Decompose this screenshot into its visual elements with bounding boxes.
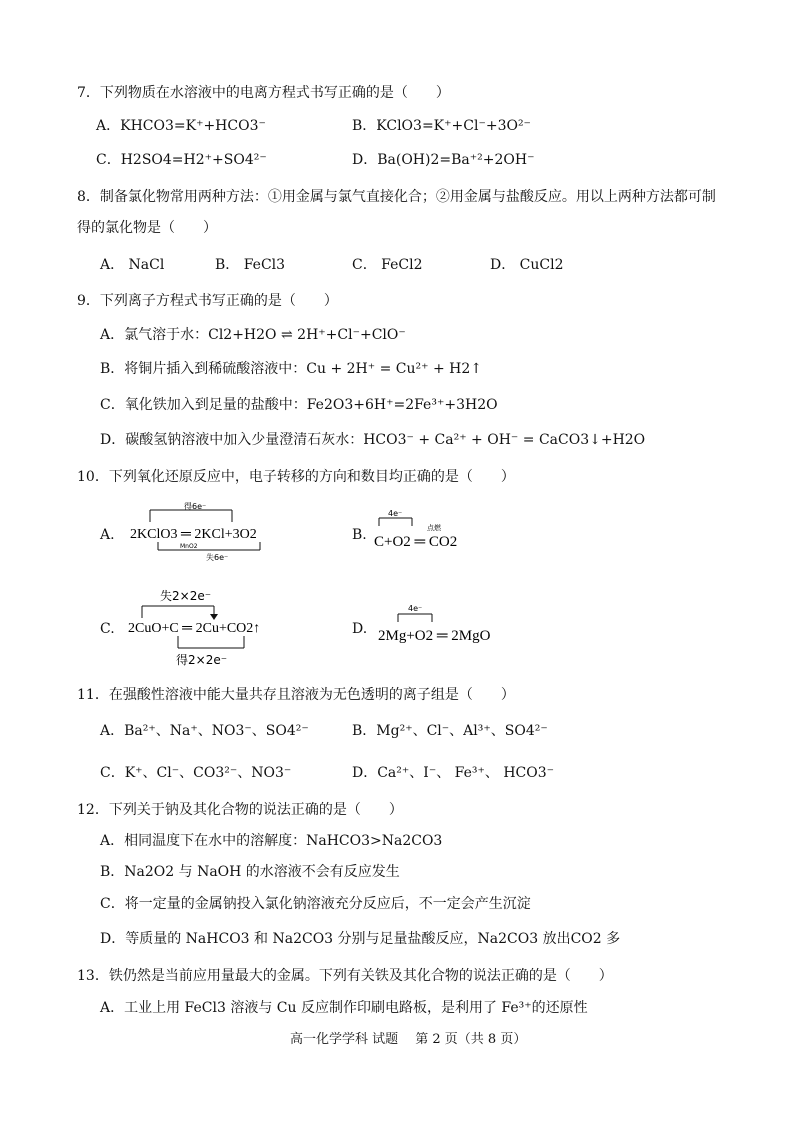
q7-stem: 7．下列物质在水溶液中的电离方程式书写正确的是（ ） (77, 85, 450, 101)
q12-option-c: C．将一定量的金属钠投入氯化钠溶液充分反应后，不一定会产生沉淀 (100, 896, 531, 912)
q11-option-b: B．Mg²⁺、Cl⁻、Al³⁺、SO4²⁻ (352, 723, 548, 739)
q8-option-d: D． CuCl2 (490, 257, 564, 273)
q8-stem-line2: 得的氯化物是（ ） (77, 220, 217, 236)
q10-option-d-label: D. (352, 621, 368, 637)
q8-stem-line1: 8．制备氯化物常用两种方法：①用金属与氯气直接化合；②用金属与盐酸反应。用以上两种方法都可制 (77, 189, 716, 205)
q10-b-condition: 点燃 (427, 524, 441, 532)
q12-option-d: D．等质量的 NaHCO3 和 Na2CO3 分别与足量盐酸反应，Na2CO3 放出CO2 多 (100, 931, 621, 947)
q10-c-gain-label: 得2×2e⁻ (176, 653, 228, 667)
q9-option-a: A．氯气溶于水：Cl2+H2O ⇌ 2H⁺+Cl⁻+ClO⁻ (100, 327, 406, 343)
q7-option-d: D．Ba(OH)2=Ba⁺²+2OH⁻ (352, 152, 535, 168)
q10-option-a-label: A. (100, 527, 115, 543)
q11-option-a: A．Ba²⁺、Na⁺、NO3⁻、SO4²⁻ (100, 723, 309, 739)
q9-option-c: C．氧化铁加入到足量的盐酸中：Fe2O3+6H⁺=2Fe³⁺+3H2O (100, 397, 498, 413)
q13-option-a: A．工业上用 FeCl3 溶液与 Cu 反应制作印刷电路板，是利用了 Fe³⁺的还原性 (100, 1000, 588, 1016)
q10-a-catalyst: MnO2 (180, 543, 198, 550)
q12-option-a: A．相同温度下在水中的溶解度：NaHCO3>Na2CO3 (100, 833, 443, 849)
q8-option-a: A． NaCl (100, 257, 165, 273)
q10-stem: 10．下列氧化还原反应中，电子转移的方向和数目均正确的是（ ） (77, 469, 515, 485)
q11-option-c: C．K⁺、Cl⁻、CO3²⁻、NO3⁻ (100, 765, 292, 781)
q10-d-equation: 2Mg+O2 ═ 2MgO (378, 628, 491, 644)
q10-option-c-diagram (128, 586, 288, 668)
q9-stem: 9．下列离子方程式书写正确的是（ ） (77, 293, 338, 309)
q10-a-equation: 2KClO3 ═ 2KCl+3O2 (130, 527, 257, 542)
q12-stem: 12．下列关于钠及其化合物的说法正确的是（ ） (77, 802, 403, 818)
q10-option-b-diagram (372, 508, 512, 554)
q9-option-b: B．将铜片插入到稀硫酸溶液中：Cu + 2H⁺ = Cu²⁺ + H2↑ (100, 361, 482, 377)
q11-option-d: D．Ca²⁺、I⁻、 Fe³⁺、 HCO3⁻ (352, 765, 555, 781)
q12-option-b: B．Na2O2 与 NaOH 的水溶液不会有反应发生 (100, 864, 400, 880)
q10-a-lose-label: 失6e⁻ (206, 553, 229, 562)
q13-stem: 13．铁仍然是当前应用量最大的金属。下列有关铁及其化合物的说法正确的是（ ） (77, 968, 613, 984)
q11-stem: 11．在强酸性溶液中能大量共存且溶液为无色透明的离子组是（ ） (77, 687, 515, 703)
q10-option-c-label: C. (100, 621, 115, 637)
q7-option-b: B．KClO3=K⁺+Cl⁻+3O²⁻ (352, 118, 531, 134)
q10-a-gain-label: 得6e⁻ (184, 502, 207, 511)
q9-option-d: D．碳酸氢钠溶液中加入少量澄清石灰水：HCO3⁻ + Ca²⁺ + OH⁻ = CaCO3↓+H2O (100, 432, 646, 448)
page-footer: 高一化学学科 试题 第 2 页（共 8 页） (290, 1032, 527, 1047)
q10-option-b-label: B. (352, 527, 367, 543)
q7-option-a: A．KHCO3=K⁺+HCO3⁻ (96, 118, 266, 134)
q10-c-equation: 2CuO+C ═ 2Cu+CO2↑ (128, 621, 261, 636)
q10-c-lose-label: 失2×2e⁻ (160, 589, 212, 603)
q7-option-c: C．H2SO4=H2⁺+SO4²⁻ (96, 152, 267, 168)
q8-option-b: B． FeCl3 (215, 257, 286, 273)
q10-b-equation: C+O2 ═ CO2 (374, 534, 458, 550)
q10-option-d-diagram (376, 600, 526, 650)
q10-d-electrons: 4e⁻ (408, 604, 423, 613)
q10-option-a-diagram (128, 500, 278, 564)
q10-b-electrons: 4e⁻ (388, 509, 403, 518)
q8-option-c: C． FeCl2 (352, 257, 423, 273)
